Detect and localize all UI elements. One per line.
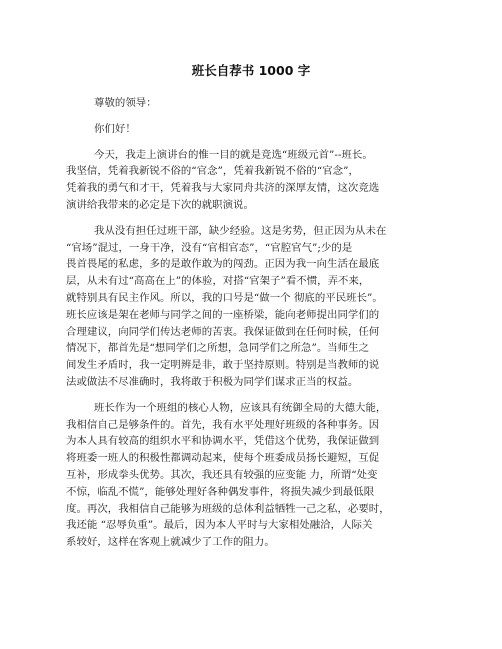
paragraph-line: 法或做法不尽准确时，我将敢于积极为同学们谋求正当的权益。 (66, 375, 359, 388)
paragraph-line: 班长作为一个班组的核心人物，应该具有统御全局的大德大能， (94, 401, 387, 414)
paragraph-line: 互补，形成拳头优势。其次，我还具有较强的应变能 力，所谓“处变 (66, 468, 378, 481)
paragraph-line: 层，从未有过“高高在上”的体验，对搭“官架子”看不惯，弄不来， (66, 275, 370, 288)
paragraph-line: 将班委一班人的积极性都调动起来，使每个班委成员扬长避短，互促 (66, 452, 380, 465)
paragraph-line: 合理建议，向同学们传达老师的苦衷。我保证做到在任何时候，任何 (66, 325, 380, 338)
paragraph-line: 我从没有担任过班干部，缺少经验。这是劣势，但正因为从未在 (94, 224, 387, 237)
paragraph-line: 班长应该是架在老师与同学之间的一座桥梁，能向老师提出同学们的 (66, 308, 380, 321)
document-title: 班长自荐书 1000 字 (191, 63, 311, 78)
paragraph-line: 为本人具有较高的组织水平和协调水平，凭借这个优势，我保证做到 (66, 435, 380, 448)
paragraph-line: 我还能 “忍辱负重”。最后，因为本人平时与大家相处融洽，人际关 (66, 519, 373, 532)
paragraph-line: 间发生矛盾时，我一定明辨是非，敢于坚持原则。特别是当教师的说 (66, 359, 380, 372)
greeting: 你们好！ (94, 122, 136, 135)
paragraph-line: 不惊，临乱不慌”，能够处理好各种偶发事件，将损失减少到最低限 (66, 485, 375, 498)
paragraph-line: “官场”混过，一身干净，没有“官相官态”，“官腔官气”;少的是 (66, 241, 353, 254)
paragraph-gap (66, 112, 446, 121)
paragraph-gap (66, 138, 446, 147)
paragraph-line: 就特别具有民主作风。所以，我的口号是“做一个 彻底的平民班长”。 (66, 291, 383, 304)
paragraph-1 (66, 147, 446, 214)
paragraph-line: 畏首畏尾的私虑，多的是敢作敢为的闯劲。正因为我一向生活在最底 (66, 258, 380, 271)
paragraph-2 (66, 223, 446, 391)
paragraph-line: 我坚信，凭着我新锐不俗的“官念”，凭着我新锐不俗的“官念”， (66, 165, 359, 178)
paragraph-line: 演讲给我带来的必定是下次的就职演说。 (66, 198, 254, 211)
paragraph-gap (66, 391, 446, 400)
paragraph-line: 度。再次，我相信自己能够为班级的总体利益牺牲一己之私，必要时， (66, 502, 390, 515)
paragraph-gap (66, 214, 446, 223)
paragraph-line: 我相信自己是够条件的。首先，我有水平处理好班级的各种事务。因 (66, 418, 380, 431)
paragraph-3 (66, 400, 446, 551)
salutation: 尊敬的领导： (94, 97, 157, 109)
paragraph-line: 凭着我的勇气和才干，凭着我与大家同舟共济的深厚友情，这次竞选 (66, 182, 380, 195)
paragraph-line: 系较好，这样在客观上就减少了工作的阻力。 (66, 536, 275, 549)
document-body (66, 95, 446, 551)
paragraph-line: 情况下，都首先是“想同学们之所想，急同学们之所急”。当师生之 (66, 342, 370, 355)
paragraph-line: 今天，我走上演讲台的惟一目的就是竞选“班级元首”--班长。 (94, 148, 373, 161)
